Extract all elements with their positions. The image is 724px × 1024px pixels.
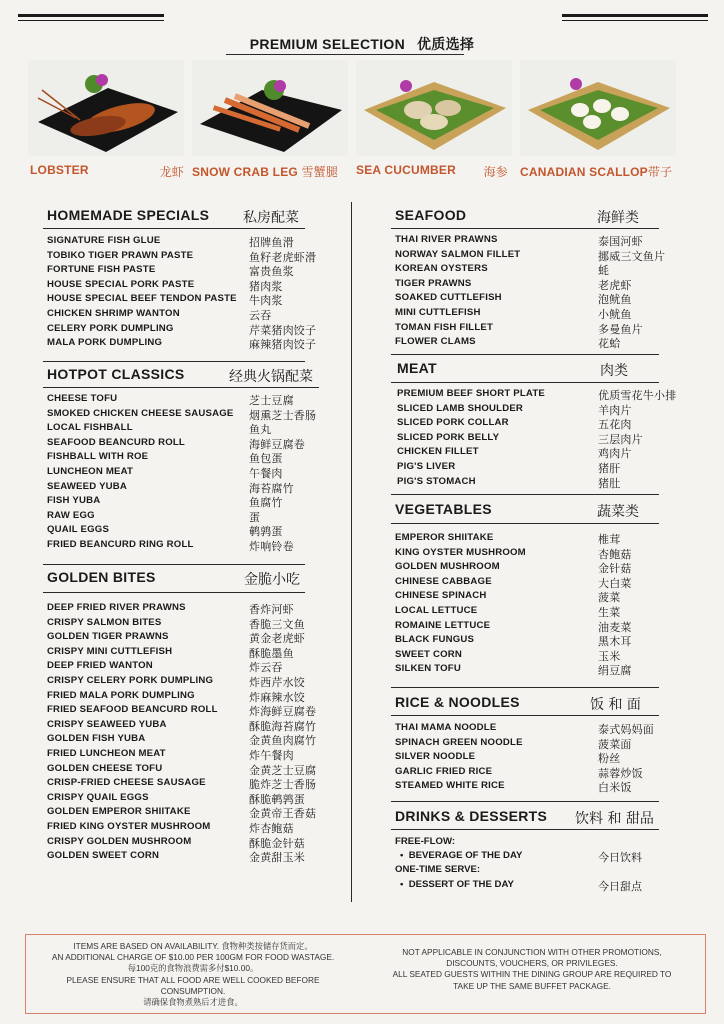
- list-item: KING OYSTER MUSHROOM 杏鲍菇: [395, 546, 632, 561]
- footer-notice-box: [25, 934, 706, 1014]
- list-item: CRISPY GOLDEN MUSHROOM 酥脆金针菇: [47, 835, 305, 850]
- premium-label-scallop: CANADIAN SCALLOP带子: [520, 165, 673, 179]
- list-item: LOCAL LETTUCE 生菜: [395, 604, 621, 619]
- vegetables-list: [395, 532, 685, 678]
- homemade-title-zh: 私房配菜: [243, 210, 299, 226]
- bullet-icon: •: [400, 850, 409, 861]
- list-item: KOREAN OYSTERS 蚝: [395, 263, 610, 278]
- list-item: NORWAY SALMON FILLET 挪威三文鱼片: [395, 248, 666, 263]
- snow-crab-photo: [192, 60, 348, 156]
- list-item: SEAWEED YUBA 海苔腐竹: [47, 480, 294, 495]
- footer-left-notes: [28, 941, 358, 1008]
- meat-topline: [391, 354, 659, 355]
- list-item: MINI CUTTLEFISH 小鱿鱼: [395, 306, 632, 321]
- premium-label-sea-cucumber: SEA CUCUMBER 海参: [356, 163, 508, 179]
- footer-note: NOT APPLICABLE IN CONJUNCTION WITH OTHER PROMOTIONS,: [402, 947, 662, 957]
- list-item: TOMAN FISH FILLET 多曼鱼片: [395, 321, 643, 336]
- sea-cucumber-photo: [356, 60, 512, 156]
- vegetables-underline: [391, 523, 659, 524]
- list-item: FRIED SEAFOOD BEANCURD ROLL 炸海鲜豆腐卷: [47, 704, 317, 719]
- vegetables-title: VEGETABLES: [395, 501, 492, 517]
- list-item: DEEP FRIED WANTON 炸云吞: [47, 660, 283, 675]
- list-item: SPINACH GREEN NOODLE 菠菜面: [395, 736, 632, 751]
- page-title-zh: 优质选择: [417, 37, 475, 53]
- golden-topline: [43, 564, 305, 565]
- list-item: SMOKED CHICKEN CHEESE SAUSAGE 烟熏芝士香肠: [47, 407, 317, 422]
- meat-list: [397, 388, 687, 490]
- list-item: CRISPY MINI CUTTLEFISH 酥脆墨鱼: [47, 645, 294, 660]
- footer-right-notes: [364, 947, 700, 992]
- list-item: STEAMED WHITE RICE 白米饭: [395, 780, 632, 795]
- footer-note: 每100克的食物浪费需多付$10.00。: [127, 963, 259, 974]
- list-item: FORTUNE FISH PASTE 富贵鱼浆: [47, 264, 294, 279]
- list-item: SLICED PORK COLLAR 五花肉: [397, 417, 632, 432]
- seafood-title: SEAFOOD: [395, 207, 467, 223]
- meat-underline: [391, 382, 659, 383]
- footer-note: PLEASE ENSURE THAT ALL FOOD ARE WELL COOKED BEFORE: [66, 974, 320, 985]
- golden-title: GOLDEN BITES: [47, 569, 156, 585]
- scallop-photo: [520, 60, 676, 156]
- drinks-title: DRINKS & DESSERTS: [395, 808, 548, 824]
- list-item: FISHBALL WITH ROE 鱼包蛋: [47, 451, 283, 466]
- meat-title: MEAT: [397, 360, 437, 376]
- list-item: CELERY PORK DUMPLING 芹菜猪肉饺子: [47, 322, 317, 337]
- list-item: SLICED LAMB SHOULDER 羊肉片: [397, 402, 632, 417]
- premium-label-lobster: LOBSTER 龙虾: [30, 163, 184, 179]
- vegetables-title-zh: 蔬菜类: [597, 504, 639, 520]
- list-item: BLACK FUNGUS 黑木耳: [395, 634, 632, 649]
- list-item: SWEET CORN 玉米: [395, 648, 621, 663]
- list-item: CHINESE SPINACH 菠菜: [395, 590, 621, 605]
- golden-list: [47, 602, 337, 865]
- homemade-list: [47, 235, 337, 352]
- list-item: THAI RIVER PRAWNS 泰国河虾: [395, 234, 643, 248]
- list-item: GOLDEN EMPEROR SHIITAKE 金黄帝王香菇: [47, 806, 317, 821]
- lobster-photo: [28, 60, 184, 156]
- list-item: FRIED MALA PORK DUMPLING 炸麻辣水饺: [47, 689, 305, 704]
- list-item: TIGER PRAWNS 老虎虾: [395, 277, 632, 292]
- list-item: PIG'S LIVER 猪肝: [397, 460, 621, 475]
- meat-title-zh: 肉类: [600, 363, 628, 379]
- footer-note: TAKE UP THE SAME BUFFET PACKAGE.: [453, 980, 611, 991]
- list-item: CHINESE CABBAGE 大白菜: [395, 575, 632, 590]
- list-item: CRISP-FRIED CHEESE SAUSAGE 脆炸芝士香肠: [47, 777, 317, 792]
- drinks-topline: [391, 801, 659, 802]
- hotpot-title-zh: 经典火锅配菜: [229, 369, 313, 385]
- list-item: LOCAL FISHBALL 鱼丸: [47, 422, 272, 437]
- list-item: CRISPY SEAWEED YUBA 酥脆海苔腐竹: [47, 718, 317, 733]
- hotpot-underline: [43, 387, 319, 388]
- top-right-rule-thin: [562, 20, 708, 21]
- list-item: EMPEROR SHIITAKE 椎茸: [395, 532, 621, 546]
- list-item: LUNCHEON MEAT 午餐肉: [47, 465, 283, 480]
- list-item: RAW EGG 蛋: [47, 509, 261, 524]
- hotpot-topline: [43, 361, 305, 362]
- golden-title-zh: 金脆小吃: [244, 572, 300, 588]
- drinks-title-zh: 饮料 和 甜品: [575, 811, 654, 827]
- golden-underline: [43, 592, 305, 593]
- list-item: HOUSE SPECIAL BEEF TENDON PASTE 牛肉浆: [47, 293, 283, 308]
- vegetables-topline: [391, 494, 659, 495]
- list-item: SEAFOOD BEANCURD ROLL 海鲜豆腐卷: [47, 436, 305, 451]
- footer-note: AN ADDITIONAL CHARGE OF $10.00 PER 100GM FOR FOOD WASTAGE.: [51, 952, 335, 963]
- list-item: CRISPY CELERY PORK DUMPLING 炸西芹水饺: [47, 674, 305, 689]
- page-title: [0, 34, 724, 54]
- list-item: GARLIC FRIED RICE 蒜蓉炒饭: [395, 765, 643, 780]
- header-underline: [226, 54, 464, 55]
- list-item: GOLDEN FISH YUBA 金黄鱼肉腐竹: [47, 733, 317, 748]
- footer-note: ITEMS ARE BASED ON AVAILABILITY. 食物种类按储存货而定。: [73, 941, 313, 951]
- homemade-underline: [43, 228, 305, 229]
- beverage-item: • BEVERAGE OF THE DAY 今日饮料: [400, 850, 642, 864]
- rice-topline: [391, 687, 659, 688]
- list-item: THAI MAMA NOODLE 泰式妈妈面: [395, 722, 654, 736]
- free-flow-label: FREE-FLOW:: [395, 836, 456, 847]
- top-left-rule-thin: [18, 20, 164, 21]
- hotpot-title: HOTPOT CLASSICS: [47, 366, 185, 382]
- seafood-list: [395, 234, 685, 351]
- list-item: GOLDEN MUSHROOM 金针菇: [395, 561, 632, 576]
- hotpot-list: [47, 393, 337, 554]
- premium-label-snow-crab: SNOW CRAB LEG 雪蟹腿: [192, 165, 339, 179]
- list-item: SOAKED CUTTLEFISH 泡鱿鱼: [395, 292, 632, 307]
- list-item: FRIED KING OYSTER MUSHROOM 炸杏鲍菇: [47, 820, 294, 835]
- column-divider: [351, 202, 352, 902]
- list-item: DEEP FRIED RIVER PRAWNS 香炸河虾: [47, 602, 294, 616]
- homemade-title: HOMEMADE SPECIALS: [47, 207, 210, 223]
- list-item: HOUSE SPECIAL PORK PASTE 猪肉浆: [47, 278, 283, 293]
- list-item: GOLDEN TIGER PRAWNS 黄金老虎虾: [47, 631, 305, 646]
- list-item: QUAIL EGGS 鹌鹑蛋: [47, 524, 283, 539]
- list-item: FLOWER CLAMS 花蛤: [395, 336, 621, 351]
- seafood-underline: [391, 228, 659, 229]
- list-item: CHICKEN SHRIMP WANTON 云吞: [47, 307, 272, 322]
- footer-note: 请确保食物煮熟后才进食。: [143, 997, 243, 1008]
- list-item: CHICKEN FILLET 鸡肉片: [397, 446, 632, 461]
- dessert-item: • DESSERT OF THE DAY 今日甜点: [400, 879, 642, 893]
- rice-list: [395, 722, 685, 795]
- list-item: MALA PORK DUMPLING 麻辣猪肉饺子: [47, 337, 317, 352]
- list-item: GOLDEN CHEESE TOFU 金黄芝士豆腐: [47, 762, 317, 777]
- list-item: FRIED LUNCHEON MEAT 炸午餐肉: [47, 747, 294, 762]
- top-right-rule: [562, 14, 708, 17]
- list-item: PREMIUM BEEF SHORT PLATE 优质雪花牛小排: [397, 388, 677, 402]
- seafood-title-zh: 海鲜类: [597, 210, 639, 226]
- rice-underline: [391, 715, 659, 716]
- bullet-icon: •: [400, 879, 409, 890]
- list-item: ROMAINE LETTUCE 油麦菜: [395, 619, 632, 634]
- top-left-rule: [18, 14, 164, 17]
- rice-title-zh: 饭 和 面: [590, 697, 641, 713]
- list-item: CRISPY SALMON BITES 香脆三文鱼: [47, 616, 305, 631]
- list-item: CHEESE TOFU 芝士豆腐: [47, 393, 294, 407]
- list-item: SILVER NOODLE 粉丝: [395, 751, 621, 766]
- one-time-label: ONE-TIME SERVE:: [395, 864, 481, 875]
- list-item: FRIED BEANCURD RING ROLL 炸响铃卷: [47, 538, 294, 553]
- list-item: TOBIKO TIGER PRAWN PASTE 鱼籽老虎虾滑: [47, 249, 317, 264]
- page-title-en: PREMIUM SELECTION: [249, 36, 405, 52]
- list-item: SIGNATURE FISH GLUE 招牌鱼滑: [47, 235, 294, 249]
- footer-note: ALL SEATED GUESTS WITHIN THE DINING GROUP ARE REQUIRED TO: [392, 969, 672, 980]
- footer-note: DISCOUNTS, VOUCHERS, OR PRIVILEGES.: [446, 958, 618, 969]
- list-item: SLICED PORK BELLY 三层肉片: [397, 431, 643, 446]
- drinks-underline: [391, 829, 659, 830]
- list-item: PIG'S STOMACH 猪肚: [397, 475, 621, 490]
- list-item: CRISPY QUAIL EGGS 酥脆鹌鹑蛋: [47, 791, 305, 806]
- list-item: SILKEN TOFU 绢豆腐: [395, 663, 632, 678]
- rice-title: RICE & NOODLES: [395, 694, 520, 710]
- list-item: GOLDEN SWEET CORN 金黄甜玉米: [47, 850, 305, 865]
- footer-note: CONSUMPTION.: [160, 985, 226, 996]
- list-item: FISH YUBA 鱼腐竹: [47, 495, 283, 510]
